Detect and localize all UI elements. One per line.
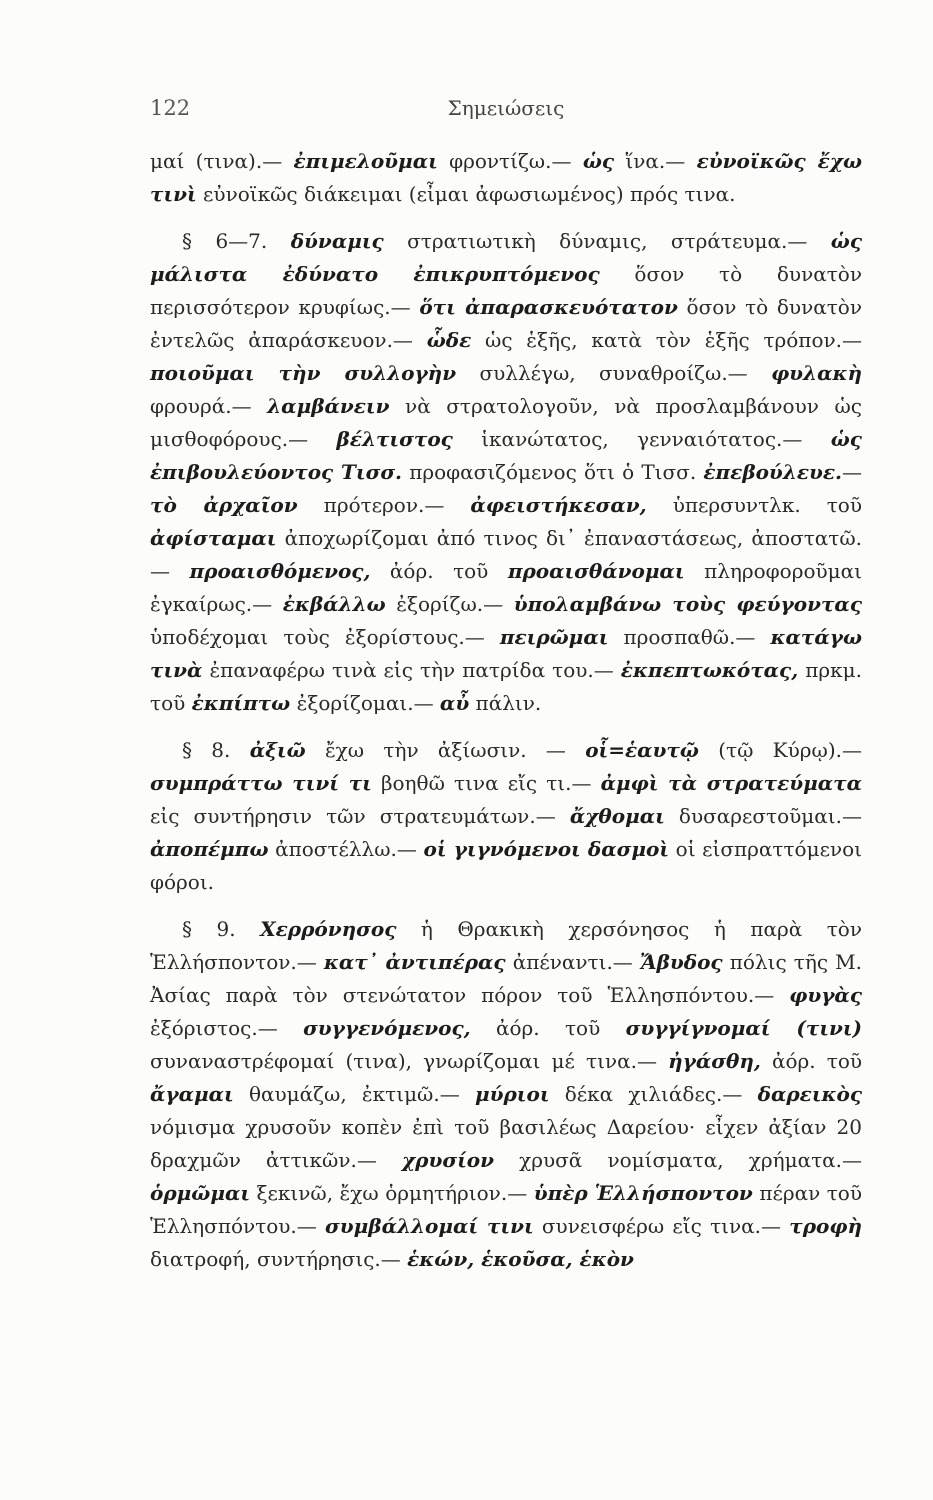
lemma-term: εὐνοϊκῶς ἔχω τινὶ <box>150 149 863 206</box>
gloss-text: δυσαρεστοῦμαι.— <box>664 804 863 828</box>
gloss-text: ὡς ἑξῆς, κατὰ τὸν ἑξῆς τρόπον.— <box>471 328 863 352</box>
gloss-text: χρυσᾶ νομίσματα, χρήματα.— <box>493 1148 863 1172</box>
lemma-term: βέλτιστος <box>336 427 453 451</box>
lemma-term: ἐπεβούλευε. <box>703 460 842 484</box>
gloss-text: ἐπαναφέρω τινὰ εἰς τὴν πατρίδα του.— <box>202 658 621 682</box>
lemma-term: αὖ <box>439 691 470 715</box>
lemma-term: ἐπιμελοῦμαι <box>293 149 438 173</box>
gloss-text: ἀόρ. τοῦ <box>760 1049 863 1073</box>
lemma-term: δαρεικὸς <box>757 1082 862 1106</box>
note-paragraph <box>150 225 862 720</box>
lemma-term: ὑπὲρ Ἑλλήσποντον <box>533 1181 753 1205</box>
gloss-text: πέραν τοῦ Ἑλλησπόντου.— <box>150 1181 863 1238</box>
gloss-text: προσπαθῶ.— <box>608 625 771 649</box>
lemma-term: ὡς μάλιστα ἐδύνατο ἐπικρυπτόμενος <box>150 229 863 286</box>
gloss-text: βοηθῶ τινα εἴς τι.— <box>371 771 601 795</box>
gloss-text: φρουρά.— <box>150 394 268 418</box>
note-paragraph <box>150 913 862 1276</box>
gloss-text: στρατιωτικὴ δύναμις, στράτευμα.— <box>383 229 831 253</box>
gloss-text: εὐνοϊκῶς διάκειμαι (εἶμαι ἀφωσιωμένος) πρός τινα. <box>196 182 736 206</box>
gloss-text: (τῷ Κύρῳ).— <box>698 738 863 762</box>
gloss-text: ἀποχωρίζομαι ἀπό τινος δι᾽ ἐπαναστάσεως, ἀποστατῶ.— <box>150 526 862 583</box>
lemma-term: φυλακὴ <box>771 361 862 385</box>
lemma-term: Ἄβυδος <box>639 950 723 974</box>
lemma-term: συγγίγνομαί (τινι) <box>625 1016 863 1040</box>
lemma-term: προαισθάνομαι <box>507 559 685 583</box>
gloss-text: συλλέγω, συναθροίζω.— <box>456 361 772 385</box>
gloss-text: ὑποδέχομαι τοὺς ἐξορίστους.— <box>150 625 500 649</box>
lemma-term: τροφὴ <box>789 1214 862 1238</box>
lemma-term: τὸ ἀρχαῖον <box>150 493 298 517</box>
lemma-term: ὡς <box>582 149 615 173</box>
lemma-term: πειρῶμαι <box>499 625 609 649</box>
page-header <box>150 96 862 130</box>
lemma-term: ὅτι ἀπαρασκευότατον <box>419 295 678 319</box>
lemma-term: ἀμφὶ τὰ στρατεύματα <box>600 771 862 795</box>
running-title: Σημειώσεις <box>447 96 565 120</box>
lemma-term: ἐκπεπτωκότας, <box>620 658 799 682</box>
gloss-text: προφασιζόμενος ὅτι ὁ Τισσ. <box>402 460 704 484</box>
lemma-term: Χερρόνησος <box>260 917 397 941</box>
lemma-term: ἄχθομαι <box>569 804 665 828</box>
gloss-text: ἀποστέλλω.— <box>268 837 424 861</box>
gloss-text: ἡ Θρακικὴ χερσόνησος ἡ παρὰ τὸν Ἑλλήσποντον.— <box>150 917 862 974</box>
gloss-text: ξεκινῶ, ἔχω ὁρμητήριον.— <box>250 1181 534 1205</box>
lemma-term: μύριοι <box>474 1082 550 1106</box>
lemma-term: κατάγω τινὰ <box>150 625 863 682</box>
gloss-text: ὅσον τὸ δυνατὸν περισσότερον κρυφίως.— <box>150 262 862 319</box>
note-paragraph <box>150 145 862 211</box>
gloss-text: πάλιν. <box>469 691 542 715</box>
gloss-text: οἱ εἰσπραττόμενοι φόροι. <box>150 837 862 894</box>
gloss-text: πληροφοροῦμαι ἐγκαίρως.— <box>150 559 863 616</box>
lemma-term: συμβάλλομαί τινι <box>325 1214 534 1238</box>
gloss-text: — <box>842 460 862 484</box>
gloss-text: πρότερον.— <box>297 493 471 517</box>
gloss-text: πρκμ. τοῦ <box>150 658 862 715</box>
lemma-term: λαμβάνειν <box>267 394 390 418</box>
gloss-text: ἔχω τὴν ἀξίωσιν. — <box>305 738 586 762</box>
lemma-term: ἀφίσταμαι <box>150 526 277 550</box>
lemma-term: ἀφειστήκεσαν, <box>470 493 647 517</box>
gloss-text: ἱκανώτατος, γενναιότατος.— <box>452 427 831 451</box>
lemma-term: οἱ γιγνόμενοι δασμοὶ <box>423 837 670 861</box>
lemma-term: φυγὰς <box>789 983 862 1007</box>
lemma-term: χρυσίον <box>401 1148 494 1172</box>
gloss-text: φροντίζω.— <box>437 149 583 173</box>
lemma-term: συγγενόμενος, <box>303 1016 471 1040</box>
gloss-text: ἐξορίζω.— <box>385 592 514 616</box>
gloss-text: εἰς συντήρησιν τῶν στρατευμάτων.— <box>150 804 570 828</box>
gloss-text: ἐξόριστος.— <box>150 1016 304 1040</box>
lemma-term: ὡς ἐπιβουλεύοντος Τισσ. <box>150 427 862 484</box>
lemma-term: οἷ=ἑαυτῷ <box>585 738 699 762</box>
lemma-term: προαισθόμενος, <box>189 559 371 583</box>
gloss-text: ὅσον τὸ δυνατὸν ἐντελῶς ἀπαράσκευον.— <box>150 295 863 352</box>
gloss-text: πόλις τῆς Μ. Ἀσίας παρὰ τὸν στενώτατον πόρον τοῦ Ἑλλησπόντου.— <box>150 950 863 1007</box>
gloss-text: δέκα χιλιάδες.— <box>549 1082 758 1106</box>
notes-body <box>150 145 862 1290</box>
lemma-term: συμπράττω τινί τι <box>150 771 372 795</box>
lemma-term: ἐκβάλλω <box>282 592 386 616</box>
lemma-term: δύναμις <box>290 229 384 253</box>
lemma-term: ὑπολαμβάνω τοὺς φεύγοντας <box>513 592 862 616</box>
gloss-text: ἀπέναντι.— <box>505 950 640 974</box>
lemma-term: ἀξιῶ <box>249 738 306 762</box>
lemma-term: ἑκών, ἑκοῦσα, ἑκὸν <box>407 1247 634 1271</box>
lemma-term: ἄγαμαι <box>150 1082 234 1106</box>
gloss-text: θαυμάζω, ἐκτιμῶ.— <box>233 1082 475 1106</box>
gloss-text: § 6—7. <box>182 229 291 253</box>
lemma-term: ἐκπίπτω <box>191 691 291 715</box>
gloss-text: § 8. <box>182 738 250 762</box>
gloss-text: ὑπερσυντλκ. τοῦ <box>646 493 863 517</box>
page-number: 122 <box>150 96 191 120</box>
gloss-text: ἵνα.— <box>614 149 697 173</box>
lemma-term: ἠγάσθη, <box>668 1049 761 1073</box>
gloss-text: διατροφή, συντήρησις.— <box>150 1247 408 1271</box>
gloss-text: συνεισφέρω εἴς τινα.— <box>533 1214 790 1238</box>
gloss-text: συναναστρέφομαί (τινα), γνωρίζομαι μέ τινα.— <box>150 1049 669 1073</box>
lemma-term: ἀποπέμπω <box>150 837 269 861</box>
gloss-text: § 9. <box>182 917 261 941</box>
gloss-text: νὰ στρατολογοῦν, νὰ προσλαμβάνουν ὡς μισθοφόρους.— <box>150 394 862 451</box>
gloss-text: ἀόρ. τοῦ <box>370 559 508 583</box>
note-paragraph <box>150 734 862 899</box>
lemma-term: ὧδε <box>426 328 472 352</box>
lemma-term: ποιοῦμαι τὴν συλλογὴν <box>150 361 457 385</box>
gloss-text: νόμισμα χρυσοῦν κοπὲν ἐπὶ τοῦ βασιλέως Δαρείου· εἶχεν ἀξίαν 20 δραχμῶν ἀττικῶν.— <box>150 1115 862 1172</box>
lemma-term: ὁρμῶμαι <box>150 1181 251 1205</box>
gloss-text: ἐξορίζομαι.— <box>290 691 440 715</box>
gloss-text: ἀόρ. τοῦ <box>470 1016 626 1040</box>
lemma-term: κατ᾽ ἀντιπέρας <box>323 950 506 974</box>
gloss-text: μαί (τινα).— <box>150 149 294 173</box>
